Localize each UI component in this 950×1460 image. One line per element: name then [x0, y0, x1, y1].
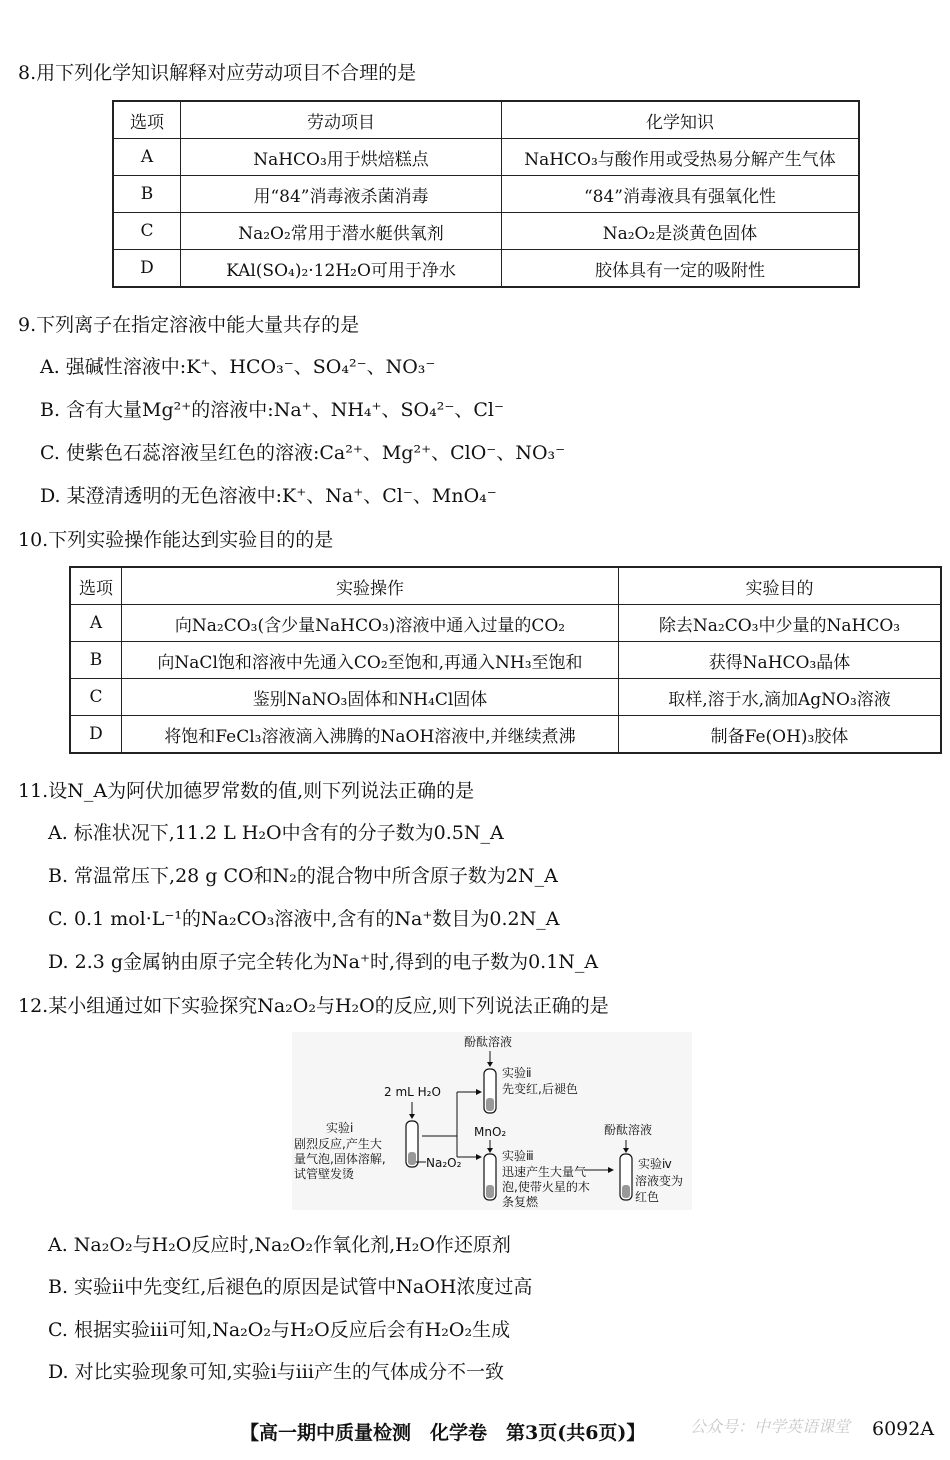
- table-header: 化学知识: [502, 101, 860, 139]
- exp3-line: 泡,使带火星的木: [502, 1180, 590, 1194]
- table-header: 选项: [113, 101, 181, 139]
- table-cell: C: [113, 213, 181, 250]
- table-cell: 鉴别NaNO₃固体和NH₄Cl固体: [122, 679, 619, 716]
- q12-option-b: B. 实验ⅱ中先变红,后褪色的原因是试管中NaOH浓度过高: [48, 1276, 533, 1298]
- q11-option-c: C. 0.1 mol·L⁻¹的Na₂CO₃溶液中,含有的Na⁺数目为0.2N_A: [48, 908, 560, 930]
- q9-option-a: A. 强碱性溶液中:K⁺、HCO₃⁻、SO₄²⁻、NO₃⁻: [40, 356, 436, 378]
- q9-option-c: C. 使紫色石蕊溶液呈红色的溶液:Ca²⁺、Mg²⁺、ClO⁻、NO₃⁻: [40, 442, 566, 464]
- paper-code: 6092A: [872, 1418, 935, 1440]
- q11-option-a: A. 标准状况下,11.2 L H₂O中含有的分子数为0.5N_A: [48, 822, 504, 844]
- q10-stem: 10.下列实验操作能达到实验目的的是: [18, 529, 334, 551]
- solution-fill: [486, 1098, 494, 1111]
- table-header: 实验目的: [619, 567, 942, 605]
- table-cell: NaHCO₃用于烘焙糕点: [181, 139, 502, 176]
- mno2-label: MnO₂: [474, 1125, 507, 1139]
- table-header-row: [113, 101, 859, 139]
- exp2-title: 实验ⅱ: [502, 1066, 532, 1080]
- exp1-line: 试管壁发烫: [294, 1167, 355, 1181]
- exp4-line: 红色: [635, 1190, 660, 1204]
- table-header-row: [70, 567, 941, 605]
- q11-stem: 11.设N_A为阿伏加德罗常数的值,则下列说法正确的是: [18, 780, 475, 802]
- q11-option-b: B. 常温常压下,28 g CO和N₂的混合物中所含原子数为2N_A: [48, 865, 558, 887]
- exp4-title: 实验ⅳ: [638, 1157, 672, 1171]
- table-cell: 向NaCl饱和溶液中先通入CO₂至饱和,再通入NH₃至饱和: [122, 642, 619, 679]
- q9-stem: 9.下列离子在指定溶液中能大量共存的是: [18, 314, 360, 336]
- table-row: [113, 213, 859, 250]
- table-cell: Na₂O₂常用于潜水艇供氧剂: [181, 213, 502, 250]
- table-cell: 取样,溶于水,滴加AgNO₃溶液: [619, 679, 942, 716]
- table-row: [113, 176, 859, 213]
- table-cell: D: [70, 716, 122, 754]
- solution-fill: [486, 1185, 494, 1198]
- exp1-line: 量气泡,固体溶解,: [294, 1152, 386, 1166]
- q9-option-d: D. 某澄清透明的无色溶液中:K⁺、Na⁺、Cl⁻、MnO₄⁻: [40, 485, 497, 507]
- table-cell: KAl(SO₄)₂·12H₂O可用于净水: [181, 250, 502, 288]
- solution-fill: [622, 1185, 630, 1198]
- water-label: 2 mL H₂O: [384, 1085, 441, 1099]
- exp4-line: 溶液变为: [635, 1174, 684, 1188]
- table-cell: A: [113, 139, 181, 176]
- table-row: [70, 642, 941, 679]
- table-row: [113, 250, 859, 288]
- exp1-title: 实验ⅰ: [326, 1121, 354, 1135]
- table-cell: 用“84”消毒液杀菌消毒: [181, 176, 502, 213]
- page-footer: 【高一期中质量检测 化学卷 第3页(共6页)】: [240, 1422, 646, 1444]
- table-row: [113, 139, 859, 176]
- q12-option-a: A. Na₂O₂与H₂O反应时,Na₂O₂作氧化剂,H₂O作还原剂: [48, 1234, 511, 1256]
- watermark: 公众号：中学英语课堂: [690, 1417, 851, 1436]
- table-cell: A: [70, 605, 122, 642]
- table-row: [70, 679, 941, 716]
- exp1-line: 剧烈反应,产生大: [294, 1137, 382, 1151]
- q12-option-d: D. 对比实验现象可知,实验ⅰ与ⅲ产生的气体成分不一致: [48, 1361, 504, 1383]
- table-cell: B: [70, 642, 122, 679]
- phenol-label-top: 酚酞溶液: [464, 1035, 513, 1049]
- table-cell: D: [113, 250, 181, 288]
- table-cell: 向Na₂CO₃(含少量NaHCO₃)溶液中通入过量的CO₂: [122, 605, 619, 642]
- solution-fill: [408, 1152, 416, 1165]
- q11-option-d: D. 2.3 g金属钠由原子完全转化为Na⁺时,得到的电子数为0.1N_A: [48, 951, 599, 973]
- exp2-text: 先变红,后褪色: [502, 1082, 578, 1096]
- phenol-label-right: 酚酞溶液: [604, 1123, 653, 1137]
- exp3-line: 迅速产生大量气: [502, 1165, 587, 1179]
- table-cell: 制备Fe(OH)₃胶体: [619, 716, 942, 754]
- table-cell: B: [113, 176, 181, 213]
- q10-table: [69, 566, 942, 754]
- table-row: [70, 605, 941, 642]
- q8-stem: 8.用下列化学知识解释对应劳动项目不合理的是: [18, 62, 417, 84]
- table-header: 劳动项目: [181, 101, 502, 139]
- experiment-diagram: [292, 1032, 692, 1210]
- q12-stem: 12.某小组通过如下实验探究Na₂O₂与H₂O的反应,则下列说法正确的是: [18, 995, 609, 1017]
- table-cell: NaHCO₃与酸作用或受热易分解产生气体: [502, 139, 860, 176]
- table-cell: Na₂O₂是淡黄色固体: [502, 213, 860, 250]
- table-cell: C: [70, 679, 122, 716]
- q12-option-c: C. 根据实验ⅲ可知,Na₂O₂与H₂O反应后会有H₂O₂生成: [48, 1319, 511, 1341]
- exp3-title: 实验ⅲ: [502, 1149, 534, 1163]
- table-header: 实验操作: [122, 567, 619, 605]
- table-cell: 获得NaHCO₃晶体: [619, 642, 942, 679]
- q9-option-b: B. 含有大量Mg²⁺的溶液中:Na⁺、NH₄⁺、SO₄²⁻、Cl⁻: [40, 399, 505, 421]
- table-cell: 将饱和FeCl₃溶液滴入沸腾的NaOH溶液中,并继续煮沸: [122, 716, 619, 754]
- table-cell: 除去Na₂CO₃中少量的NaHCO₃: [619, 605, 942, 642]
- table-header: 选项: [70, 567, 122, 605]
- table-row: [70, 716, 941, 754]
- table-cell: 胶体具有一定的吸附性: [502, 250, 860, 288]
- exp3-line: 条复燃: [502, 1195, 539, 1209]
- na2o2-label: Na₂O₂: [426, 1156, 462, 1170]
- q8-table: [112, 100, 860, 288]
- table-cell: “84”消毒液具有强氧化性: [502, 176, 860, 213]
